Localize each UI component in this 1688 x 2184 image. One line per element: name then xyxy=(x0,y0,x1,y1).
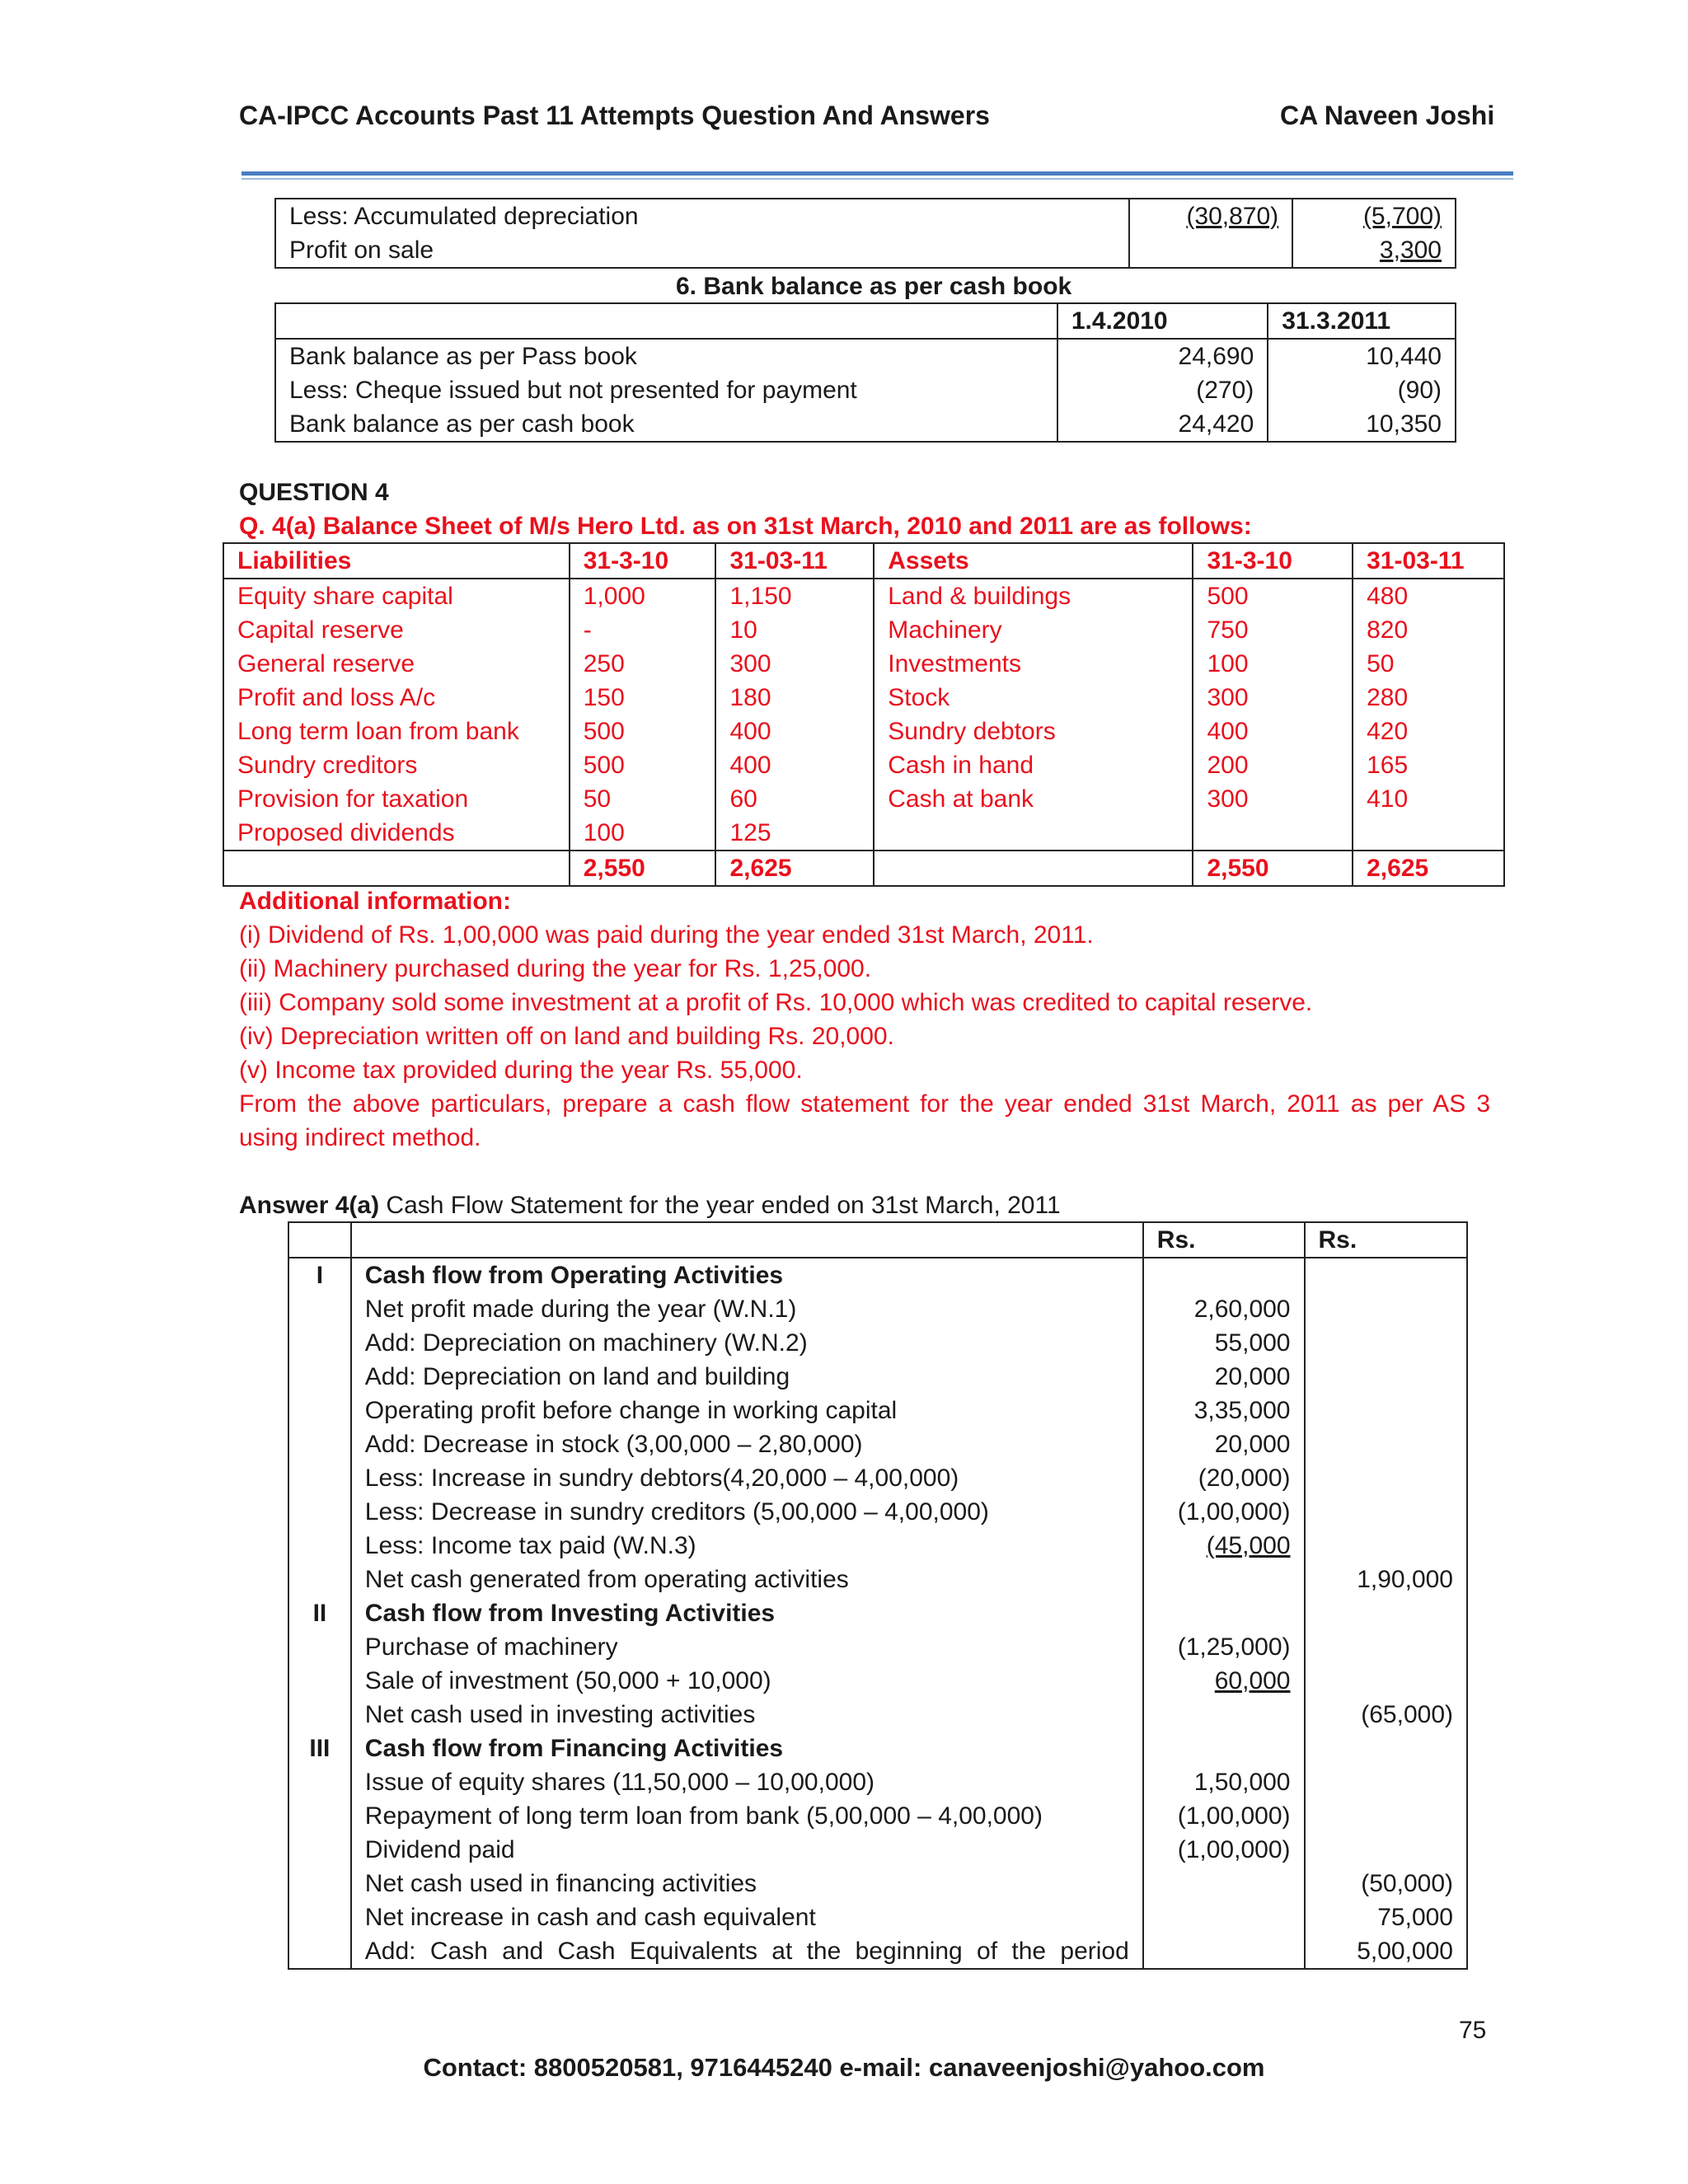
table-row xyxy=(288,1222,1467,1258)
table-row xyxy=(288,1799,1467,1833)
cell-value: 300 xyxy=(1193,782,1353,816)
amount-value: (20,000) xyxy=(1143,1461,1305,1495)
cell-value: 280 xyxy=(1353,681,1504,715)
answer-label: Answer 4(a) xyxy=(239,1192,380,1219)
table-row xyxy=(288,1360,1467,1394)
amount-value xyxy=(1143,1258,1305,1292)
section-number: III xyxy=(288,1732,351,1765)
amount-value: 55,000 xyxy=(1143,1326,1305,1360)
section-number xyxy=(288,1360,351,1394)
asset-name: Cash at bank xyxy=(874,782,1193,816)
column-header: Assets xyxy=(874,543,1193,579)
cell-value: 1,000 xyxy=(570,579,716,613)
total-value: 5,00,000 xyxy=(1305,1934,1468,1969)
cash-flow-label: Operating profit before change in working capital xyxy=(351,1394,1143,1427)
table-row xyxy=(275,199,1456,233)
amount-value: 2,60,000 xyxy=(1143,1292,1305,1326)
table-row xyxy=(223,782,1504,816)
section-number xyxy=(288,1664,351,1698)
total-cell: 2,550 xyxy=(570,851,716,886)
table-row xyxy=(288,1900,1467,1934)
document-title: CA-IPCC Accounts Past 11 Attempts Question And Answers xyxy=(239,101,990,130)
amount-value xyxy=(1143,1732,1305,1765)
amount-value xyxy=(1143,1867,1305,1900)
cell-value: 24,420 xyxy=(1057,407,1268,442)
amount-value xyxy=(1143,1698,1305,1732)
author-name: CA Naveen Joshi xyxy=(1280,101,1495,130)
bank-balance-table xyxy=(274,302,1456,443)
cash-flow-label: Issue of equity shares (11,50,000 – 10,00,000) xyxy=(351,1765,1143,1799)
total-value: 75,000 xyxy=(1305,1900,1468,1934)
table-row xyxy=(275,303,1456,339)
total-cell: 2,625 xyxy=(715,851,874,886)
cell-value: 165 xyxy=(1353,748,1504,782)
table-row xyxy=(288,1461,1467,1495)
section-number xyxy=(288,1326,351,1360)
cell-value: 250 xyxy=(570,647,716,681)
cash-flow-label: Add: Decrease in stock (3,00,000 – 2,80,000) xyxy=(351,1427,1143,1461)
section-number xyxy=(288,1461,351,1495)
column-header: 31-03-11 xyxy=(1353,543,1504,579)
total-value xyxy=(1305,1258,1468,1292)
amount-value: (1,00,000) xyxy=(1143,1833,1305,1867)
cash-flow-label: Sale of investment (50,000 + 10,000) xyxy=(351,1664,1143,1698)
column-header: 31-3-10 xyxy=(570,543,716,579)
cell-value: 300 xyxy=(715,647,874,681)
cell-value: (30,870) xyxy=(1129,199,1292,233)
instruction-line: using indirect method. xyxy=(239,1124,481,1151)
table-row xyxy=(288,1563,1467,1596)
cell-value: 420 xyxy=(1353,715,1504,748)
table-row xyxy=(223,748,1504,782)
asset-name: Cash in hand xyxy=(874,748,1193,782)
cell-label: Less: Cheque issued but not presented for payment xyxy=(275,373,1057,407)
total-value xyxy=(1305,1394,1468,1427)
cell-value: - xyxy=(570,613,716,647)
total-value xyxy=(1305,1427,1468,1461)
section-number xyxy=(288,1495,351,1529)
total-value xyxy=(1305,1360,1468,1394)
cash-flow-label: Repayment of long term loan from bank (5,00,000 – 4,00,000) xyxy=(351,1799,1143,1833)
cash-flow-label: Add: Cash and Cash Equivalents at the beginning of the period xyxy=(351,1934,1143,1969)
total-cell: 2,550 xyxy=(1193,851,1353,886)
table-row xyxy=(288,1664,1467,1698)
section-number xyxy=(288,1427,351,1461)
cell-value: 180 xyxy=(715,681,874,715)
amount-value: (45,000 xyxy=(1143,1529,1305,1563)
cell-value: 400 xyxy=(715,748,874,782)
section-number xyxy=(288,1934,351,1969)
cell-value: 750 xyxy=(1193,613,1353,647)
cash-flow-label: Cash flow from Operating Activities xyxy=(351,1258,1143,1292)
column-header: Liabilities xyxy=(223,543,570,579)
footer-contact: Contact: 8800520581, 9716445240 e-mail: canaveenjoshi@yahoo.com xyxy=(423,2053,1265,2082)
instruction-line: From the above particulars, prepare a cash flow statement for the year ended 31st March, 2011 as per AS 3 xyxy=(239,1090,1490,1118)
column-header: 31-3-10 xyxy=(1193,543,1353,579)
table-row xyxy=(223,851,1504,886)
table-row xyxy=(288,1698,1467,1732)
section-number xyxy=(288,1292,351,1326)
cell-value: 10,350 xyxy=(1268,407,1456,442)
cash-flow-label: Purchase of machinery xyxy=(351,1630,1143,1664)
table-row xyxy=(288,1292,1467,1326)
liability-name: General reserve xyxy=(223,647,570,681)
cash-flow-label: Less: Decrease in sundry creditors (5,00,000 – 4,00,000) xyxy=(351,1495,1143,1529)
total-cell xyxy=(874,851,1193,886)
balance-sheet-table xyxy=(223,542,1505,887)
section-number xyxy=(288,1765,351,1799)
total-value xyxy=(1305,1765,1468,1799)
cell-value: 3,300 xyxy=(1292,233,1456,268)
section-number xyxy=(288,1799,351,1833)
table-row xyxy=(223,647,1504,681)
cash-flow-label: Cash flow from Financing Activities xyxy=(351,1732,1143,1765)
cell-value: 1,150 xyxy=(715,579,874,613)
column-header: 1.4.2010 xyxy=(1057,303,1268,339)
asset-name: Stock xyxy=(874,681,1193,715)
cell-value: 500 xyxy=(1193,579,1353,613)
table-row xyxy=(223,613,1504,647)
total-value xyxy=(1305,1529,1468,1563)
cash-flow-label: Net cash used in investing activities xyxy=(351,1698,1143,1732)
additional-item: (iv) Depreciation written off on land and building Rs. 20,000. xyxy=(239,1023,894,1050)
cell-value: 10,440 xyxy=(1268,339,1456,373)
cell-value: 60 xyxy=(715,782,874,816)
amount-value: 60,000 xyxy=(1143,1664,1305,1698)
total-value xyxy=(1305,1495,1468,1529)
amount-value: 20,000 xyxy=(1143,1427,1305,1461)
total-cell: 2,625 xyxy=(1353,851,1504,886)
amount-value xyxy=(1143,1900,1305,1934)
cell-value: 500 xyxy=(570,715,716,748)
amount-value xyxy=(1143,1563,1305,1596)
column-header: Rs. xyxy=(1143,1222,1305,1258)
table-row xyxy=(288,1765,1467,1799)
balance-sheet-body xyxy=(223,579,1504,851)
cell-value: 100 xyxy=(570,816,716,851)
header-rule xyxy=(241,171,1513,176)
cell-value: 500 xyxy=(570,748,716,782)
cash-flow-label: Net cash generated from operating activities xyxy=(351,1563,1143,1596)
cell-value: 400 xyxy=(1193,715,1353,748)
additional-item: (iii) Company sold some investment at a profit of Rs. 10,000 which was credited to capital reserve. xyxy=(239,989,1313,1016)
amount-value: (1,00,000) xyxy=(1143,1799,1305,1833)
section-number xyxy=(288,1900,351,1934)
liability-name: Equity share capital xyxy=(223,579,570,613)
total-value: (65,000) xyxy=(1305,1698,1468,1732)
additional-item: (v) Income tax provided during the year Rs. 55,000. xyxy=(239,1057,803,1084)
table-row xyxy=(223,816,1504,851)
cell-value: 150 xyxy=(570,681,716,715)
table-row xyxy=(275,233,1456,268)
amount-value: (1,25,000) xyxy=(1143,1630,1305,1664)
column-header: 31.3.2011 xyxy=(1268,303,1456,339)
total-value xyxy=(1305,1596,1468,1630)
section-number xyxy=(288,1563,351,1596)
cell-value: 300 xyxy=(1193,681,1353,715)
cash-flow-label: Dividend paid xyxy=(351,1833,1143,1867)
additional-item: (i) Dividend of Rs. 1,00,000 was paid during the year ended 31st March, 2011. xyxy=(239,921,1094,949)
table-row xyxy=(288,1529,1467,1563)
total-value xyxy=(1305,1292,1468,1326)
total-value xyxy=(1305,1732,1468,1765)
liability-name: Capital reserve xyxy=(223,613,570,647)
section-number: I xyxy=(288,1258,351,1292)
table-row xyxy=(288,1427,1467,1461)
cash-flow-label: Less: Increase in sundry debtors(4,20,000 – 4,00,000) xyxy=(351,1461,1143,1495)
table-row xyxy=(288,1258,1467,1292)
liability-name: Proposed dividends xyxy=(223,816,570,851)
cash-flow-table xyxy=(288,1221,1468,1970)
cell-value: (270) xyxy=(1057,373,1268,407)
total-cell xyxy=(223,851,570,886)
amount-value: 1,50,000 xyxy=(1143,1765,1305,1799)
cash-flow-label: Net profit made during the year (W.N.1) xyxy=(351,1292,1143,1326)
cell-value: (5,700) xyxy=(1292,199,1456,233)
section-number: II xyxy=(288,1596,351,1630)
answer-heading xyxy=(239,1188,1061,1222)
cash-flow-label: Less: Income tax paid (W.N.3) xyxy=(351,1529,1143,1563)
table-row xyxy=(223,543,1504,579)
table-row xyxy=(288,1833,1467,1867)
amount-value xyxy=(1143,1934,1305,1969)
asset-name: Machinery xyxy=(874,613,1193,647)
cell-value xyxy=(1129,233,1292,268)
header-rule-thin xyxy=(241,178,1513,180)
section-number xyxy=(288,1833,351,1867)
table-row xyxy=(223,681,1504,715)
section-number xyxy=(288,1867,351,1900)
amount-value xyxy=(1143,1596,1305,1630)
cell-value: 50 xyxy=(570,782,716,816)
cell-value: 400 xyxy=(715,715,874,748)
answer-title: Cash Flow Statement for the year ended on 31st March, 2011 xyxy=(379,1192,1061,1219)
cell-value: 200 xyxy=(1193,748,1353,782)
column-header: Rs. xyxy=(1305,1222,1468,1258)
section-number xyxy=(288,1394,351,1427)
cell-value: 10 xyxy=(715,613,874,647)
total-value xyxy=(1305,1326,1468,1360)
question-heading: QUESTION 4 xyxy=(239,479,389,506)
liability-name: Long term loan from bank xyxy=(223,715,570,748)
cell-value: 820 xyxy=(1353,613,1504,647)
cell-value: 24,690 xyxy=(1057,339,1268,373)
section-number xyxy=(288,1698,351,1732)
table-row xyxy=(288,1867,1467,1900)
bank-balance-title: 6. Bank balance as per cash book xyxy=(676,273,1072,300)
asset-name: Sundry debtors xyxy=(874,715,1193,748)
total-value: 1,90,000 xyxy=(1305,1563,1468,1596)
cell-value: 50 xyxy=(1353,647,1504,681)
table-row xyxy=(288,1630,1467,1664)
table-row xyxy=(223,579,1504,613)
total-value xyxy=(1305,1461,1468,1495)
cell-value: 125 xyxy=(715,816,874,851)
table-row xyxy=(288,1394,1467,1427)
asset-name: Land & buildings xyxy=(874,579,1193,613)
liability-name: Provision for taxation xyxy=(223,782,570,816)
page-number: 75 xyxy=(1459,2017,1487,2044)
cell-value: 480 xyxy=(1353,579,1504,613)
cash-flow-body xyxy=(288,1258,1467,1969)
cell-value xyxy=(1193,816,1353,851)
liability-name: Sundry creditors xyxy=(223,748,570,782)
table-row xyxy=(275,339,1456,373)
column-header: 31-03-11 xyxy=(715,543,874,579)
amount-value: 20,000 xyxy=(1143,1360,1305,1394)
cash-flow-label: Add: Depreciation on machinery (W.N.2) xyxy=(351,1326,1143,1360)
table-row xyxy=(288,1495,1467,1529)
cash-flow-label: Net increase in cash and cash equivalent xyxy=(351,1900,1143,1934)
cell-value: (90) xyxy=(1268,373,1456,407)
cell-label: Bank balance as per Pass book xyxy=(275,339,1057,373)
table-row xyxy=(275,407,1456,442)
total-value: (50,000) xyxy=(1305,1867,1468,1900)
table-row xyxy=(223,715,1504,748)
additional-item: (ii) Machinery purchased during the year for Rs. 1,25,000. xyxy=(239,955,872,982)
cell-label: Less: Accumulated depreciation xyxy=(275,199,1129,233)
cell-value: 100 xyxy=(1193,647,1353,681)
table-row xyxy=(275,373,1456,407)
cell-value: 410 xyxy=(1353,782,1504,816)
cash-flow-label: Net cash used in financing activities xyxy=(351,1867,1143,1900)
section-number xyxy=(288,1630,351,1664)
cell-label: Profit on sale xyxy=(275,233,1129,268)
liability-name: Profit and loss A/c xyxy=(223,681,570,715)
table-row xyxy=(288,1934,1467,1969)
amount-value: (1,00,000) xyxy=(1143,1495,1305,1529)
cell-label: Bank balance as per cash book xyxy=(275,407,1057,442)
total-value xyxy=(1305,1833,1468,1867)
cash-flow-label: Cash flow from Investing Activities xyxy=(351,1596,1143,1630)
additional-heading: Additional information: xyxy=(239,888,511,915)
section-number xyxy=(288,1529,351,1563)
asset-name xyxy=(874,816,1193,851)
question-title: Q. 4(a) Balance Sheet of M/s Hero Ltd. as on 31st March, 2010 and 2011 are as follows: xyxy=(239,513,1252,540)
table-row xyxy=(288,1596,1467,1630)
total-value xyxy=(1305,1664,1468,1698)
amount-value: 3,35,000 xyxy=(1143,1394,1305,1427)
table-row xyxy=(288,1326,1467,1360)
sale-fragment-table xyxy=(274,198,1456,269)
table-row xyxy=(288,1732,1467,1765)
cash-flow-label: Add: Depreciation on land and building xyxy=(351,1360,1143,1394)
total-value xyxy=(1305,1630,1468,1664)
asset-name: Investments xyxy=(874,647,1193,681)
cell-value xyxy=(1353,816,1504,851)
total-value xyxy=(1305,1799,1468,1833)
